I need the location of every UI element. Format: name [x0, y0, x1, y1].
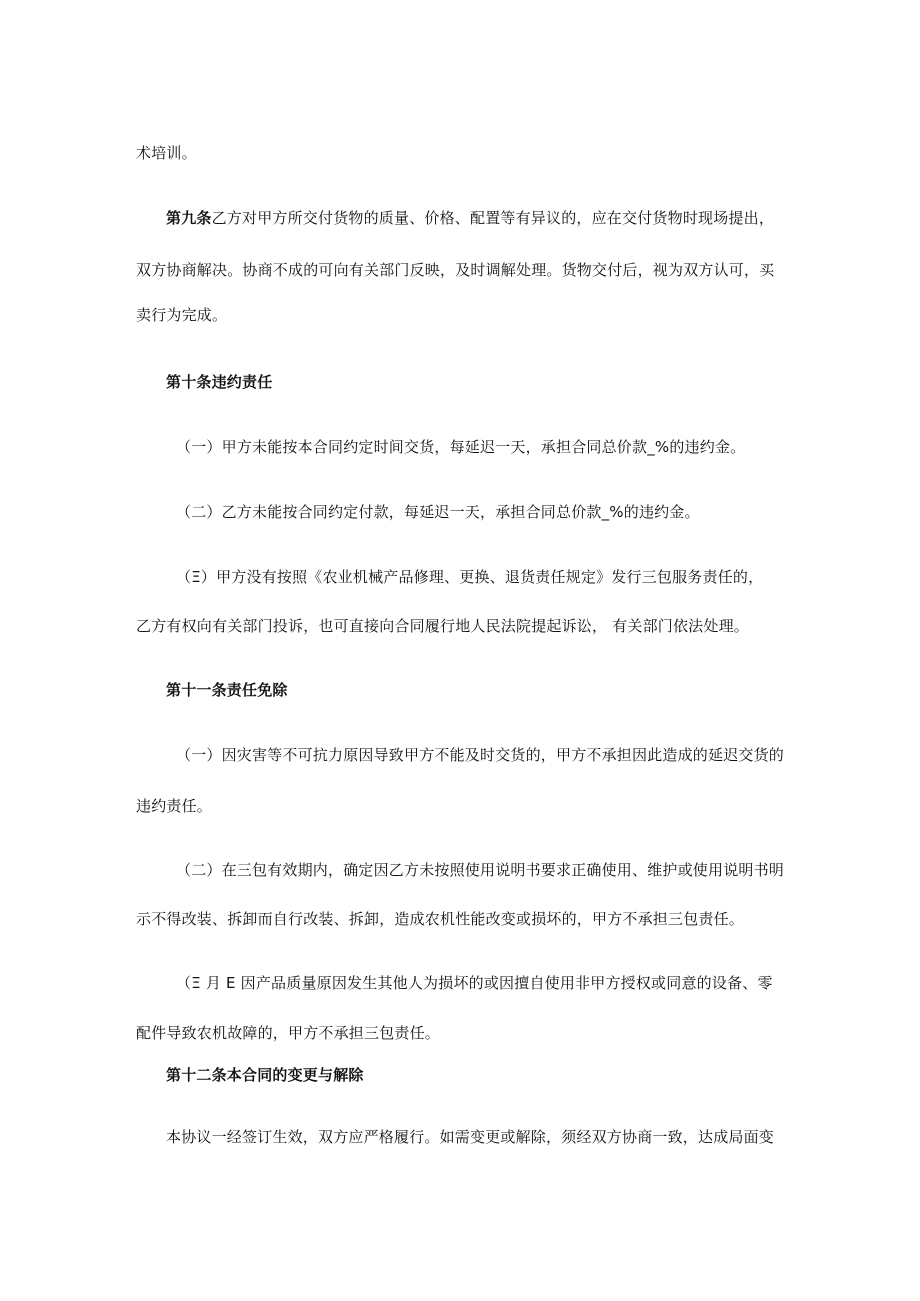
- article-10-item-3-line-1: （Ξ）甲方没有按照《农业机械产品修理、更换、退货责任规定》发行三包服务责任的，: [176, 568, 764, 586]
- article-11-item-3-line-2: 配件导致农机故障的，甲方不承担三包责任。: [136, 1024, 441, 1042]
- article-12-line-1: 本协议一经签订生效，双方应严格履行。如需变更或解除，须经双方协商一致，达成局面变: [166, 1128, 775, 1146]
- article-12-heading: 第十二条本合同的变更与解除: [166, 1066, 364, 1084]
- article-11-heading: 第十一条责任免除: [166, 681, 288, 699]
- article-9-text: 乙方对甲方所交付货物的质量、价格、配置等有异议的，应在交付货物时现场提出，: [211, 209, 775, 227]
- article-11-item-2-line-1: （二）在三包有效期内，确定因乙方未按照使用说明书要求正确使用、维护或使用说明书明: [176, 861, 785, 879]
- article-10-item-2: （二）乙方未能按合同约定付款，每延迟一天，承担合同总价款_%的违约金。: [176, 503, 700, 521]
- article-9-line-2: 双方协商解决。协商不成的可向有关部门反映，及时调解处理。货物交付后，视为双方认可，买: [136, 261, 775, 279]
- article-9-line-3: 卖行为完成。: [136, 306, 228, 324]
- article-10-heading: 第十条违约责任: [166, 373, 273, 391]
- article-10-item-3-line-2: 乙方有权向有关部门投诉，也可直接向合同履行地人民法院提起诉讼， 有关部门依法处理。: [136, 617, 749, 635]
- article-11-item-1-line-2: 违约责任。: [136, 797, 213, 815]
- article-9-heading: 第九条: [166, 209, 212, 227]
- paragraph-continuation: 术培训。: [136, 144, 197, 162]
- article-11-item-1-line-1: （一）因灾害等不可抗力原因导致甲方不能及时交货的，甲方不承担因此造成的延迟交货的: [176, 746, 785, 764]
- article-10-item-1: （一）甲方未能按本合同约定时间交货，每延迟一天，承担合同总价款_%的违约金。: [176, 438, 746, 456]
- article-9-line-1: [166, 208, 774, 228]
- article-11-item-2-line-2: 示不得改装、拆卸而自行改装、拆卸，造成农机性能改变或损坏的，甲方不承担三包责任。: [136, 910, 745, 928]
- article-11-item-3-line-1: （Ξ 月 E 因产品质量原因发生其他人为损坏的或因擅自使用非甲方授权或同意的设备、零: [176, 974, 773, 992]
